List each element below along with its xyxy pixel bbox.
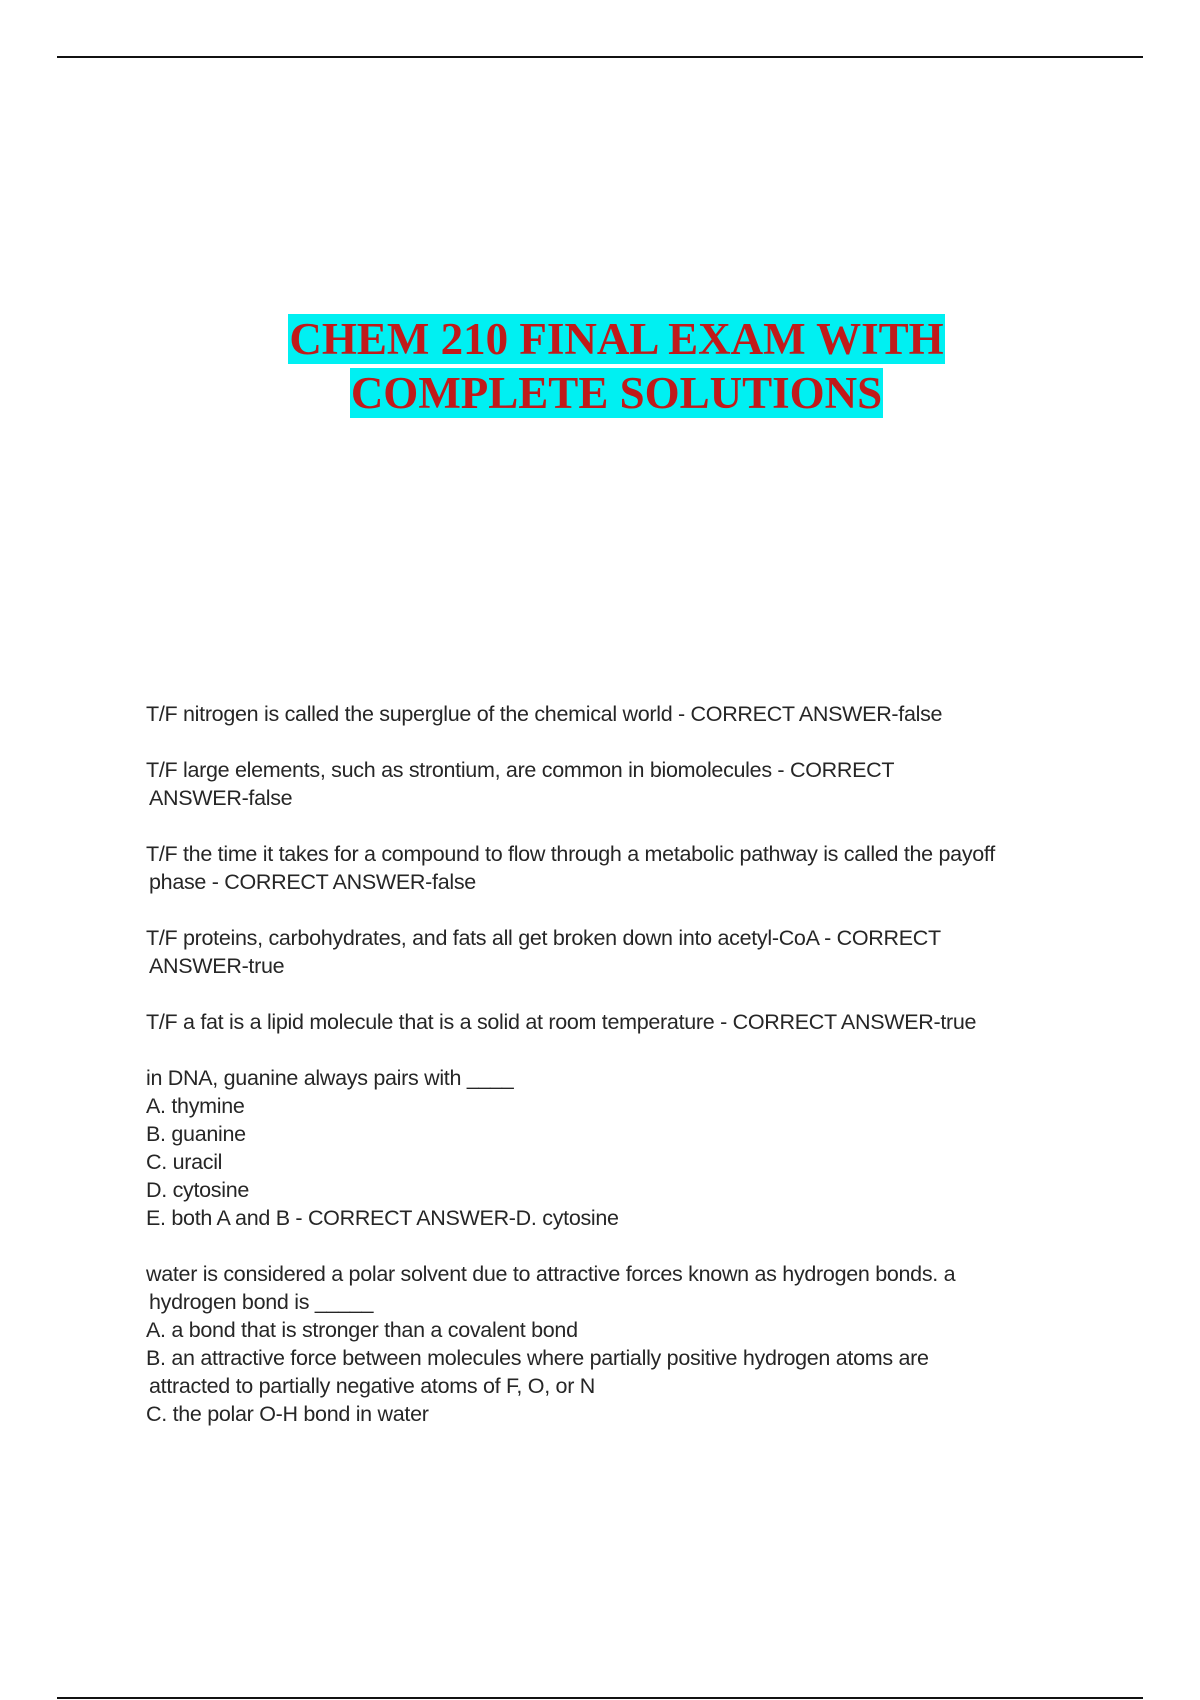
answer-option-d: D. cytosine — [146, 1178, 250, 1202]
title-line-1: CHEM 210 FINAL EXAM WITH — [289, 314, 944, 364]
question-item-1 — [146, 700, 1106, 728]
question-text-continued: hydrogen bond is _____ — [149, 1290, 374, 1314]
question-item-7 — [146, 1260, 1106, 1428]
answer-option-a: A. thymine — [146, 1094, 245, 1118]
document-title — [0, 312, 1200, 420]
question-item-5 — [146, 1008, 1106, 1036]
question-text: T/F a fat is a lipid molecule that is a solid at room temperature - CORRECT ANSWER-true — [146, 1010, 977, 1034]
question-text: water is considered a polar solvent due to attractive forces known as hydrogen bonds. a — [146, 1262, 956, 1286]
question-text: T/F the time it takes for a compound to flow through a metabolic pathway is called the payoff — [146, 842, 995, 866]
answer-option-e: E. both A and B - CORRECT ANSWER-D. cytosine — [146, 1206, 619, 1230]
question-text-continued: ANSWER-false — [149, 786, 293, 810]
title-line-2: COMPLETE SOLUTIONS — [350, 368, 883, 418]
answer-option-a: A. a bond that is stronger than a covalent bond — [146, 1318, 578, 1342]
answer-option-c: C. the polar O-H bond in water — [146, 1402, 429, 1426]
top-rule — [57, 56, 1143, 58]
question-item-6 — [146, 1064, 1106, 1232]
answer-option-b: B. guanine — [146, 1122, 246, 1146]
answer-option-b: B. an attractive force between molecules where partially positive hydrogen atoms are — [146, 1346, 929, 1370]
question-item-4 — [146, 924, 1106, 980]
answer-option-c: C. uracil — [146, 1150, 223, 1174]
question-text: T/F large elements, such as strontium, are common in biomolecules - CORRECT — [146, 758, 895, 782]
answer-option-b-continued: attracted to partially negative atoms of F, O, or N — [149, 1374, 595, 1398]
question-text-continued: phase - CORRECT ANSWER-false — [149, 870, 476, 894]
question-item-3 — [146, 840, 1106, 896]
question-text: T/F nitrogen is called the superglue of the chemical world - CORRECT ANSWER-false — [146, 702, 943, 726]
question-list — [146, 700, 1106, 1456]
bottom-rule — [57, 1697, 1143, 1699]
question-item-2 — [146, 756, 1106, 812]
question-text-continued: ANSWER-true — [149, 954, 285, 978]
question-text: in DNA, guanine always pairs with ____ — [146, 1066, 514, 1090]
question-text: T/F proteins, carbohydrates, and fats all get broken down into acetyl-CoA - CORRECT — [146, 926, 941, 950]
